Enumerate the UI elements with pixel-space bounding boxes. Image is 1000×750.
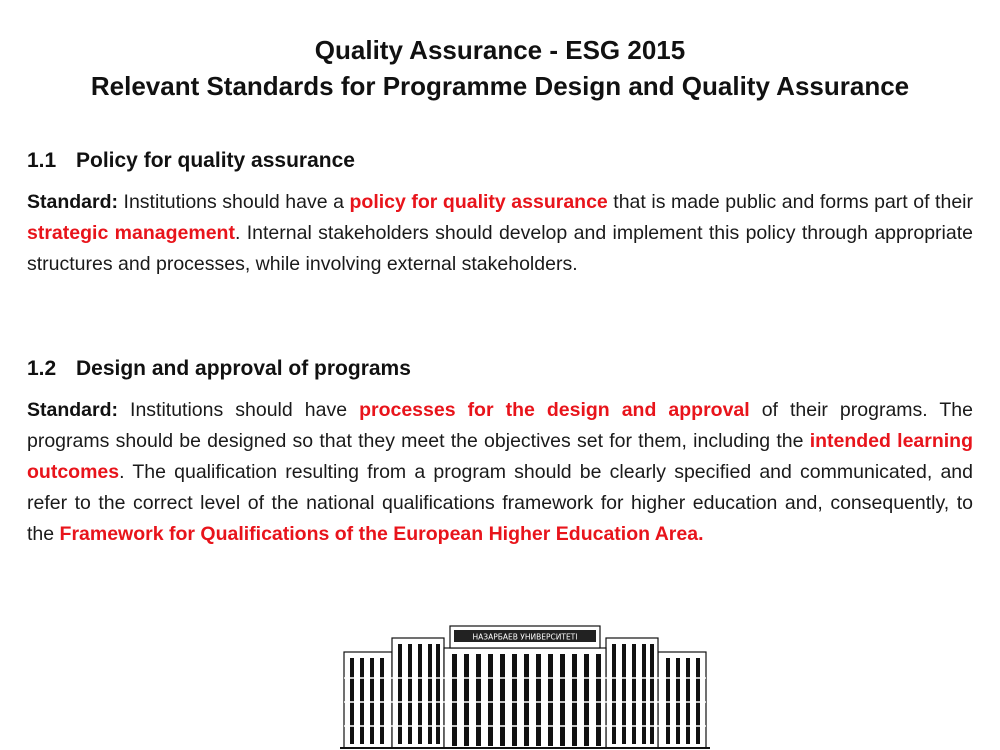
standard-text: Institutions should have	[118, 399, 360, 421]
slide-title	[0, 32, 1000, 104]
highlight-term: intended learning outcomes	[27, 430, 973, 483]
standard-paragraph	[27, 395, 973, 550]
title-line-1: Quality Assurance - ESG 2015	[314, 35, 686, 65]
section-heading	[27, 355, 973, 383]
standard-text: Institutions should have a	[118, 191, 350, 213]
building-inscription: НАЗАРБАЕВ УНИВЕРСИТЕТІ	[472, 632, 578, 642]
highlight-term: strategic management	[27, 222, 235, 244]
section-title: Design and approval of programs	[76, 357, 411, 380]
section-number: 1.1	[27, 149, 57, 172]
standard-label: Standard:	[27, 399, 119, 421]
section-heading	[27, 147, 973, 175]
standard-text: that is made public and forms part of their	[607, 191, 973, 213]
standard-text: . The qualification resulting from a program should be clearly specified and communicated, and refer to the correct level of the national qualifications framework for higher education and, consequently, to the	[27, 461, 973, 545]
standard-text: . Internal stakeholders should develop and implement this policy through appropriate structures and processes, while involving external stakeholders.	[27, 222, 973, 275]
standard-paragraph	[27, 187, 973, 280]
university-building-logo	[340, 622, 710, 750]
highlight-term: Framework for Qualifications of the European Higher Education Area.	[59, 523, 704, 545]
standard-text: of their programs. The programs should be designed so that they meet the objectives set for them, including the	[27, 399, 973, 452]
standard-label: Standard:	[27, 191, 119, 213]
section-policy	[27, 147, 973, 280]
highlight-term: policy for quality assurance	[349, 191, 608, 213]
section-number: 1.2	[27, 357, 57, 380]
section-design-approval	[27, 355, 973, 550]
title-line-2: Relevant Standards for Programme Design and Quality Assurance	[90, 71, 910, 101]
section-title: Policy for quality assurance	[76, 149, 355, 172]
highlight-term: processes for the design and approval	[359, 399, 750, 421]
